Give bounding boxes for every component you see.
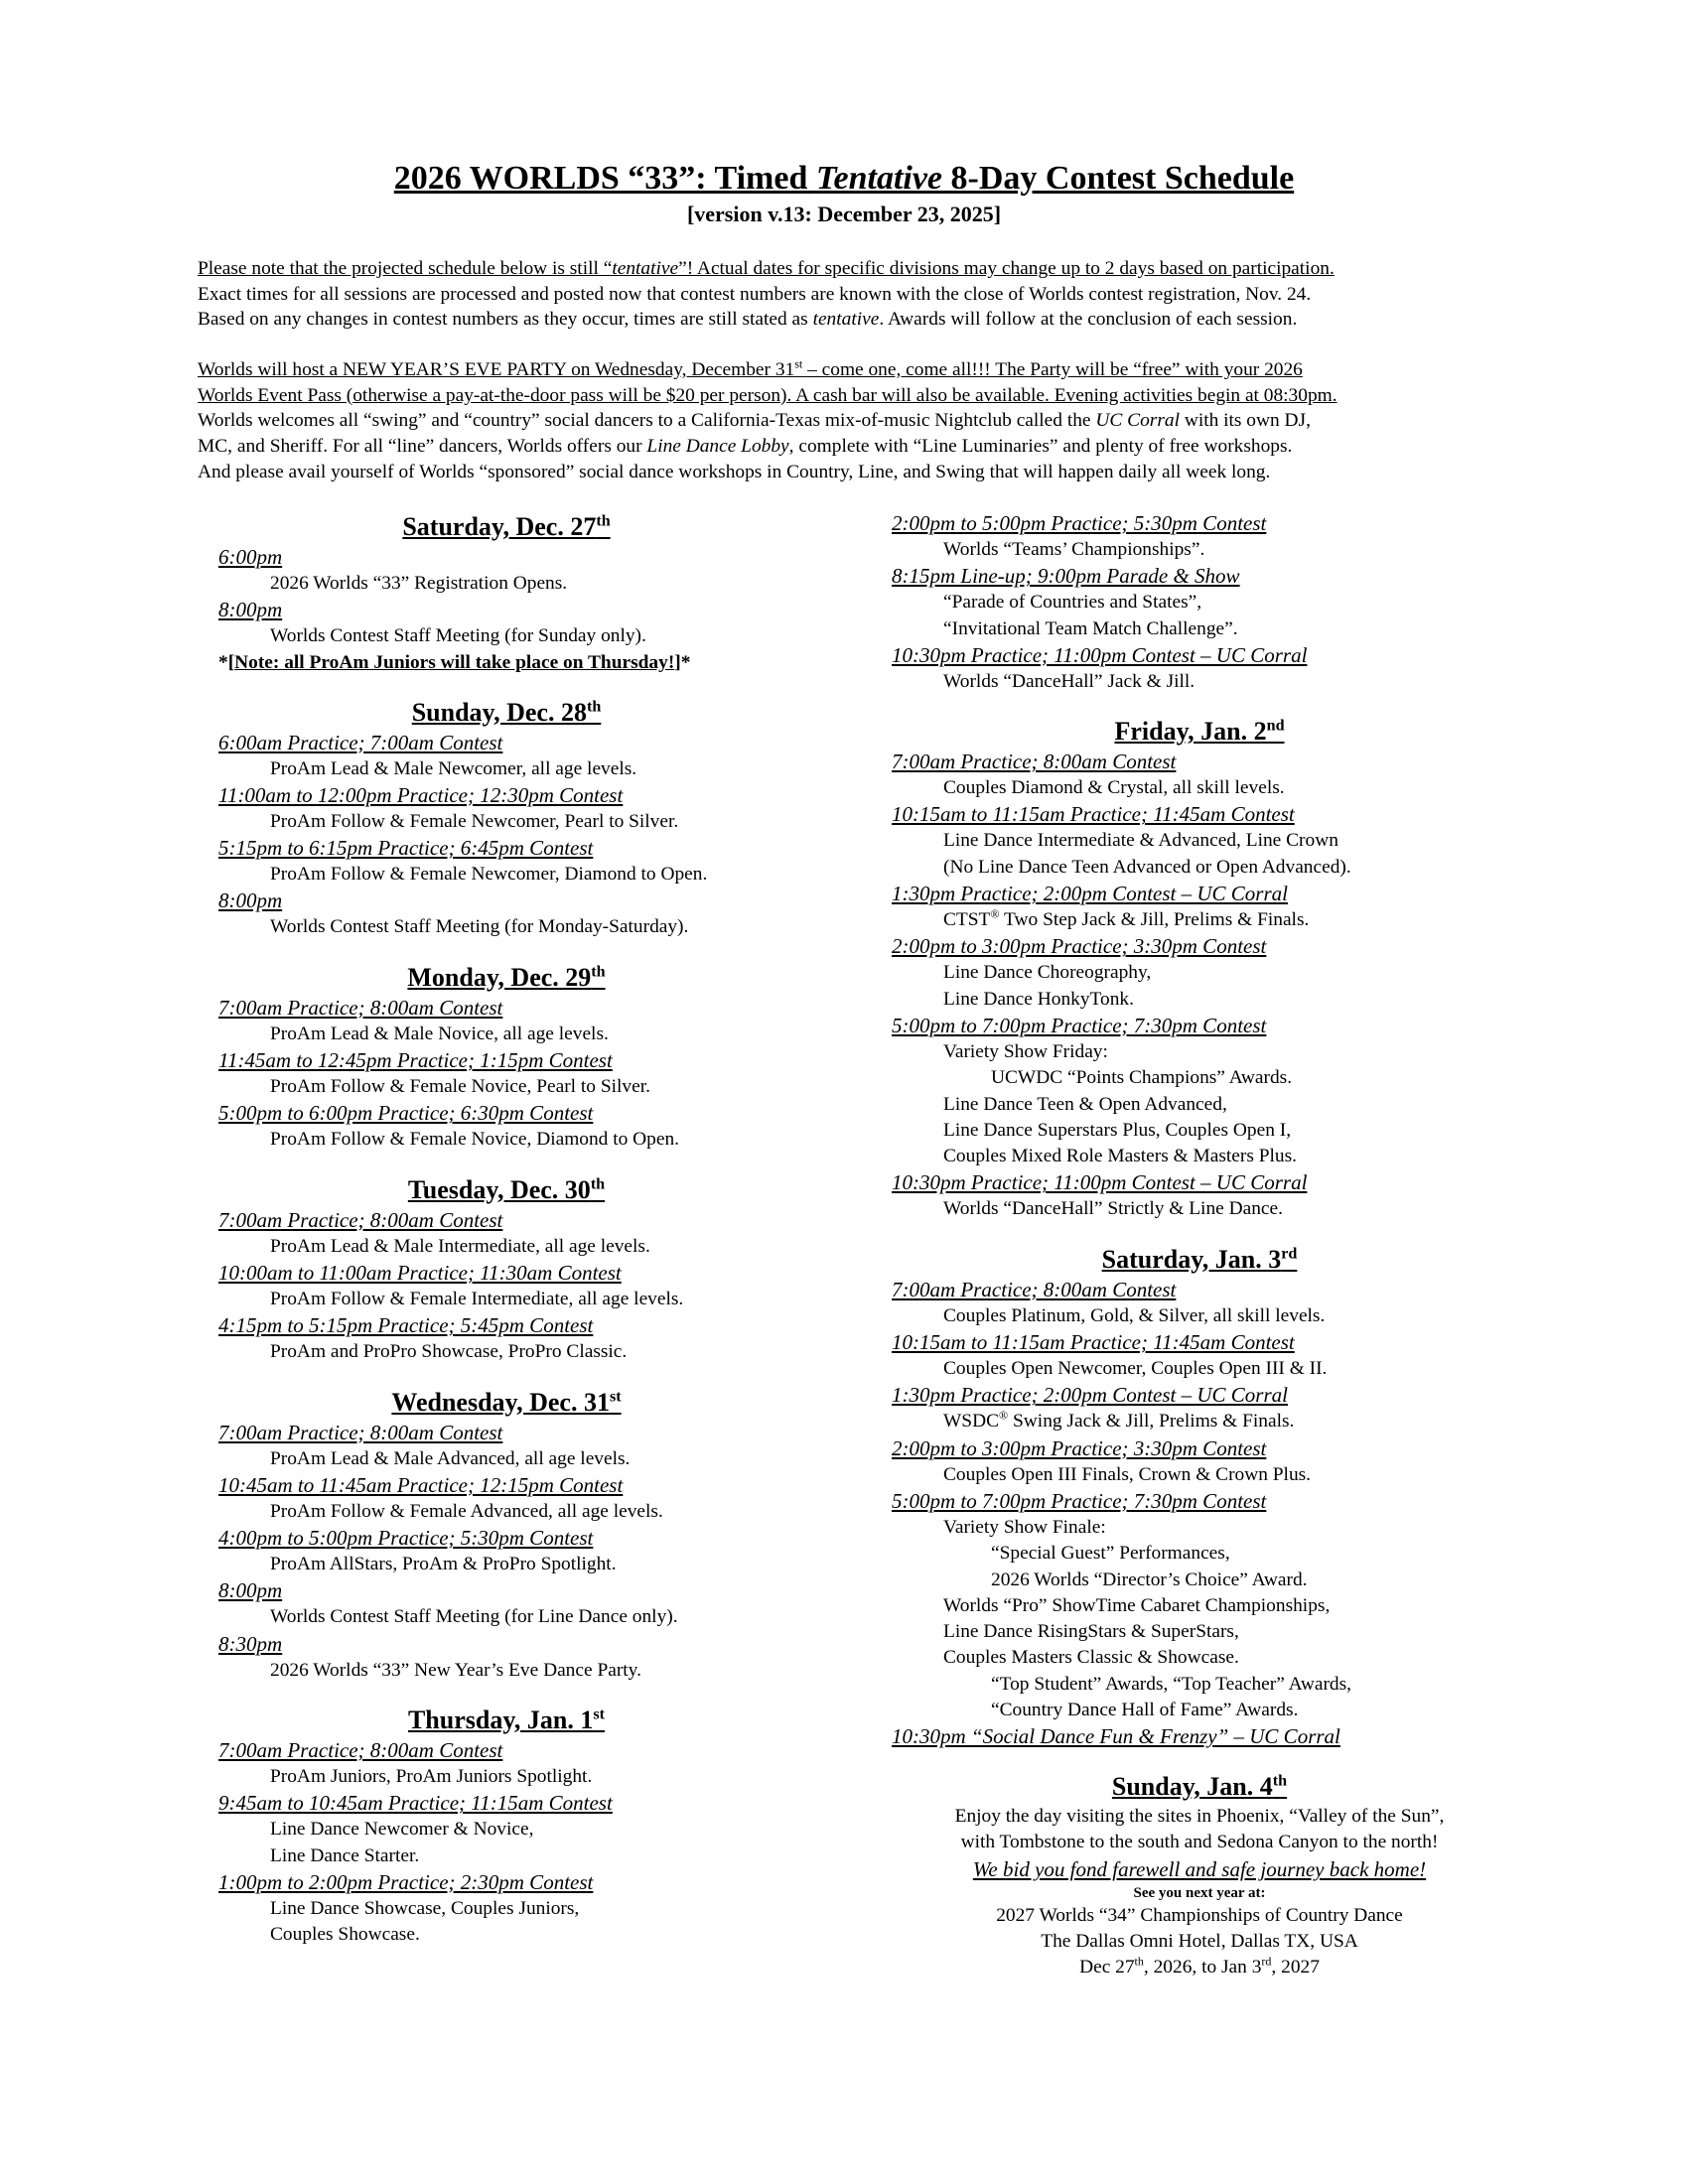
version-line: [version v.13: December 23, 2025]	[686, 202, 1002, 226]
event-line: Couples Open Newcomer, Couples Open III & II.	[943, 1358, 1328, 1380]
title-part: 8-Day Contest Schedule	[942, 160, 1295, 197]
event-line: Line Dance HonkyTonk.	[943, 988, 1134, 1010]
event-line: UCWDC “Points Champions” Awards.	[991, 1067, 1293, 1089]
event-line: ProAm Follow & Female Novice, Diamond to Open.	[270, 1129, 680, 1151]
next-year-label: See you next year at:	[1133, 1885, 1266, 1902]
time-slot: 8:00pm	[218, 1578, 283, 1603]
intro-line: Worlds welcomes all “swing” and “country” social dancers to a California-Texas mix-of-music Nightclub called the UC Corral with its own DJ,	[198, 410, 1311, 432]
time-slot: 10:00am to 11:00am Practice; 11:30am Contest	[218, 1260, 622, 1285]
event-line: ProAm Follow & Female Novice, Pearl to Silver.	[270, 1076, 650, 1098]
time-slot: 4:00pm to 5:00pm Practice; 5:30pm Contest	[218, 1526, 594, 1551]
time-slot: 8:15pm Line-up; 9:00pm Parade & Show	[892, 564, 1240, 589]
time-slot: 8:30pm	[218, 1631, 283, 1656]
event-line: Worlds “Pro” ShowTime Cabaret Championships,	[943, 1594, 1331, 1616]
intro-line: MC, and Sheriff. For all “line” dancers, Worlds offers our Line Dance Lobby, complete with “Line Luminaries” and plenty of free workshops.	[198, 436, 1293, 458]
time-slot: 7:00am Practice; 8:00am Contest	[892, 750, 1177, 774]
intro-paragraph-2	[198, 357, 1498, 485]
event-line: Worlds “Teams’ Championships”.	[943, 539, 1205, 560]
intro-line: Worlds will host a NEW YEAR’S EVE PARTY on Wednesday, December 31st – come one, come all!!! The Party will be “free” with your 2026	[198, 356, 1303, 380]
day-heading-wed-dec-31: Wednesday, Dec. 31st	[391, 1387, 622, 1417]
schedule-right-column	[892, 510, 1527, 1980]
time-slot: 2:00pm to 5:00pm Practice; 5:30pm Contest	[892, 511, 1267, 535]
event-line: Variety Show Finale:	[943, 1516, 1106, 1538]
event-line: Variety Show Friday:	[943, 1040, 1108, 1062]
time-slot: 10:15am to 11:15am Practice; 11:45am Contest	[892, 802, 1295, 827]
time-slot: 1:30pm Practice; 2:00pm Contest – UC Corral	[892, 1383, 1288, 1408]
day-heading-fri-jan-2: Friday, Jan. 2nd	[1114, 717, 1285, 747]
time-slot: 8:00pm	[218, 598, 283, 622]
time-slot: 6:00pm	[218, 545, 283, 569]
day-heading-tue-dec-30: Tuesday, Dec. 30th	[407, 1174, 606, 1204]
schedule-left-column	[218, 510, 854, 1949]
intro-line: Please note that the projected schedule below is still “tentative”! Actual dates for specific divisions may change up to 2 days based on participation.	[198, 258, 1335, 279]
event-line: “Top Student” Awards, “Top Teacher” Awards,	[991, 1673, 1352, 1695]
event-line: 2026 Worlds “33” Registration Opens.	[270, 573, 568, 594]
event-line: CTST® Two Step Jack & Jill, Prelims & Finals.	[943, 906, 1310, 931]
event-line: (No Line Dance Teen Advanced or Open Advanced).	[943, 856, 1351, 878]
event-line: ProAm Follow & Female Intermediate, all age levels.	[270, 1288, 684, 1309]
intro-line: Exact times for all sessions are processed and posted now that contest numbers are known with the close of Worlds contest registration, Nov. 24.	[198, 283, 1312, 305]
time-slot: 2:00pm to 3:00pm Practice; 3:30pm Contest	[892, 934, 1267, 959]
time-slot: 10:30pm “Social Dance Fun & Frenzy” – UC Corral	[892, 1724, 1340, 1749]
time-slot: 1:30pm Practice; 2:00pm Contest – UC Corral	[892, 882, 1288, 906]
title-part: 2026 WORLDS “33”: Timed	[393, 160, 816, 197]
day-heading-sun-jan-4: Sunday, Jan. 4th	[1111, 1772, 1288, 1802]
event-line: ProAm Follow & Female Advanced, all age levels.	[270, 1500, 663, 1522]
next-year-venue: The Dallas Omni Hotel, Dallas TX, USA	[1041, 1931, 1358, 1953]
event-line: “Special Guest” Performances,	[991, 1543, 1230, 1565]
time-slot: 7:00am Practice; 8:00am Contest	[892, 1277, 1177, 1301]
time-slot: 10:30pm Practice; 11:00pm Contest – UC Corral	[892, 642, 1308, 667]
event-line: Line Dance Intermediate & Advanced, Line Crown	[943, 830, 1338, 852]
time-slot: 7:00am Practice; 8:00am Contest	[218, 1207, 503, 1232]
time-slot: 4:15pm to 5:15pm Practice; 5:45pm Contest	[218, 1313, 594, 1338]
event-line: Line Dance Newcomer & Novice,	[270, 1819, 534, 1841]
day-heading-sat-jan-3: Saturday, Jan. 3rd	[1101, 1244, 1298, 1274]
time-slot: 9:45am to 10:45am Practice; 11:15am Contest	[218, 1791, 613, 1816]
time-slot: 5:00pm to 6:00pm Practice; 6:30pm Contest	[218, 1101, 594, 1126]
title-emphasis: Tentative	[815, 160, 943, 197]
time-slot: 5:00pm to 7:00pm Practice; 7:30pm Contest	[892, 1013, 1267, 1037]
next-year-dates: Dec 27th, 2026, to Jan 3rd, 2027	[1079, 1954, 1320, 1979]
time-slot: 11:00am to 12:00pm Practice; 12:30pm Contest	[218, 782, 624, 807]
event-line: Line Dance Starter.	[270, 1844, 420, 1866]
intro-line: Based on any changes in contest numbers as they occur, times are still stated as tentative. Awards will follow at the conclusion of each session.	[198, 309, 1298, 331]
event-line: ProAm and ProPro Showcase, ProPro Classic.	[270, 1341, 628, 1363]
event-line: “Country Dance Hall of Fame” Awards.	[991, 1700, 1299, 1721]
event-line: ProAm Juniors, ProAm Juniors Spotlight.	[270, 1766, 593, 1788]
event-line: Couples Mixed Role Masters & Masters Plus.	[943, 1146, 1298, 1167]
event-line: Line Dance Superstars Plus, Couples Open I,	[943, 1119, 1292, 1141]
page-title	[0, 159, 1688, 199]
time-slot: 2:00pm to 3:00pm Practice; 3:30pm Contest	[892, 1435, 1267, 1460]
time-slot: 7:00am Practice; 8:00am Contest	[218, 1420, 503, 1444]
event-line: ProAm Lead & Male Advanced, all age levels.	[270, 1447, 631, 1469]
time-slot: 10:45am to 11:45am Practice; 12:15pm Contest	[218, 1472, 624, 1497]
day-heading-thu-jan-1: Thursday, Jan. 1st	[407, 1706, 606, 1735]
event-line: ProAm Follow & Female Newcomer, Diamond to Open.	[270, 864, 708, 886]
event-line: Couples Showcase.	[270, 1924, 420, 1946]
event-line: WSDC® Swing Jack & Jill, Prelims & Finals.	[943, 1408, 1295, 1433]
day-heading-sun-dec-28: Sunday, Dec. 28th	[411, 697, 602, 727]
event-line: Worlds “DanceHall” Jack & Jill.	[943, 670, 1196, 692]
time-slot: 10:30pm Practice; 11:00pm Contest – UC Corral	[892, 1170, 1308, 1195]
event-line: ProAm AllStars, ProAm & ProPro Spotlight.	[270, 1554, 617, 1575]
time-slot: 5:15pm to 6:15pm Practice; 6:45pm Contest	[218, 836, 594, 861]
farewell-line: with Tombstone to the south and Sedona Canyon to the north!	[960, 1832, 1439, 1853]
event-line: “Parade of Countries and States”,	[943, 592, 1202, 614]
event-line: Couples Open III Finals, Crown & Crown Plus.	[943, 1463, 1312, 1485]
time-slot: 8:00pm	[218, 888, 283, 913]
event-line: Line Dance RisingStars & SuperStars,	[943, 1621, 1239, 1643]
farewell-line: We bid you fond farewell and safe journey back home!	[972, 1857, 1427, 1882]
farewell-line: Enjoy the day visiting the sites in Phoenix, “Valley of the Sun”,	[954, 1806, 1445, 1828]
event-line: ProAm Lead & Male Novice, all age levels.	[270, 1023, 609, 1044]
event-line: ProAm Follow & Female Newcomer, Pearl to Silver.	[270, 810, 679, 832]
intro-line: And please avail yourself of Worlds “sponsored” social dance workshops in Country, Line, and Swing that will happen daily all week long.	[198, 461, 1271, 482]
intro-line: Worlds Event Pass (otherwise a pay-at-the-door pass will be $20 per person). A cash bar will also be available. Evening activities begin at 08:30pm.	[198, 384, 1337, 406]
next-year-event: 2027 Worlds “34” Championships of Country Dance	[996, 1905, 1403, 1927]
time-slot: 10:15am to 11:15am Practice; 11:45am Contest	[892, 1330, 1295, 1355]
day-heading-sat-dec-27: Saturday, Dec. 27th	[402, 512, 611, 541]
event-line: Couples Platinum, Gold, & Silver, all skill levels.	[943, 1304, 1326, 1326]
time-slot: 7:00am Practice; 8:00am Contest	[218, 1738, 503, 1763]
time-slot: 5:00pm to 7:00pm Practice; 7:30pm Contest	[892, 1488, 1267, 1513]
time-slot: 1:00pm to 2:00pm Practice; 2:30pm Contest	[218, 1869, 594, 1894]
intro-paragraph-1	[198, 256, 1498, 333]
event-line: Worlds Contest Staff Meeting (for Line Dance only).	[270, 1606, 678, 1628]
day-heading-mon-dec-29: Monday, Dec. 29th	[407, 962, 606, 992]
event-line: “Invitational Team Match Challenge”.	[943, 617, 1238, 639]
event-line: Line Dance Teen & Open Advanced,	[943, 1093, 1227, 1115]
event-line: ProAm Lead & Male Intermediate, all age levels.	[270, 1235, 650, 1257]
event-line: Couples Diamond & Crystal, all skill levels.	[943, 777, 1285, 799]
event-line: ProAm Lead & Male Newcomer, all age levels.	[270, 757, 637, 779]
event-line: Worlds “DanceHall” Strictly & Line Dance.	[943, 1198, 1283, 1220]
event-line: Worlds Contest Staff Meeting (for Sunday only).	[270, 625, 646, 647]
time-slot: 7:00am Practice; 8:00am Contest	[218, 995, 503, 1020]
event-line: Line Dance Showcase, Couples Juniors,	[270, 1897, 580, 1919]
time-slot: 11:45am to 12:45pm Practice; 1:15pm Contest	[218, 1048, 613, 1073]
event-line: 2026 Worlds “Director’s Choice” Award.	[991, 1569, 1308, 1590]
event-line: 2026 Worlds “33” New Year’s Eve Dance Party.	[270, 1659, 641, 1681]
event-line: Line Dance Choreography,	[943, 962, 1152, 984]
event-line: Worlds Contest Staff Meeting (for Monday-Saturday).	[270, 916, 689, 938]
time-slot: 6:00am Practice; 7:00am Contest	[218, 730, 503, 754]
juniors-note: *[Note: all ProAm Juniors will take place on Thursday!]*	[218, 651, 691, 673]
event-line: Couples Masters Classic & Showcase.	[943, 1647, 1239, 1669]
